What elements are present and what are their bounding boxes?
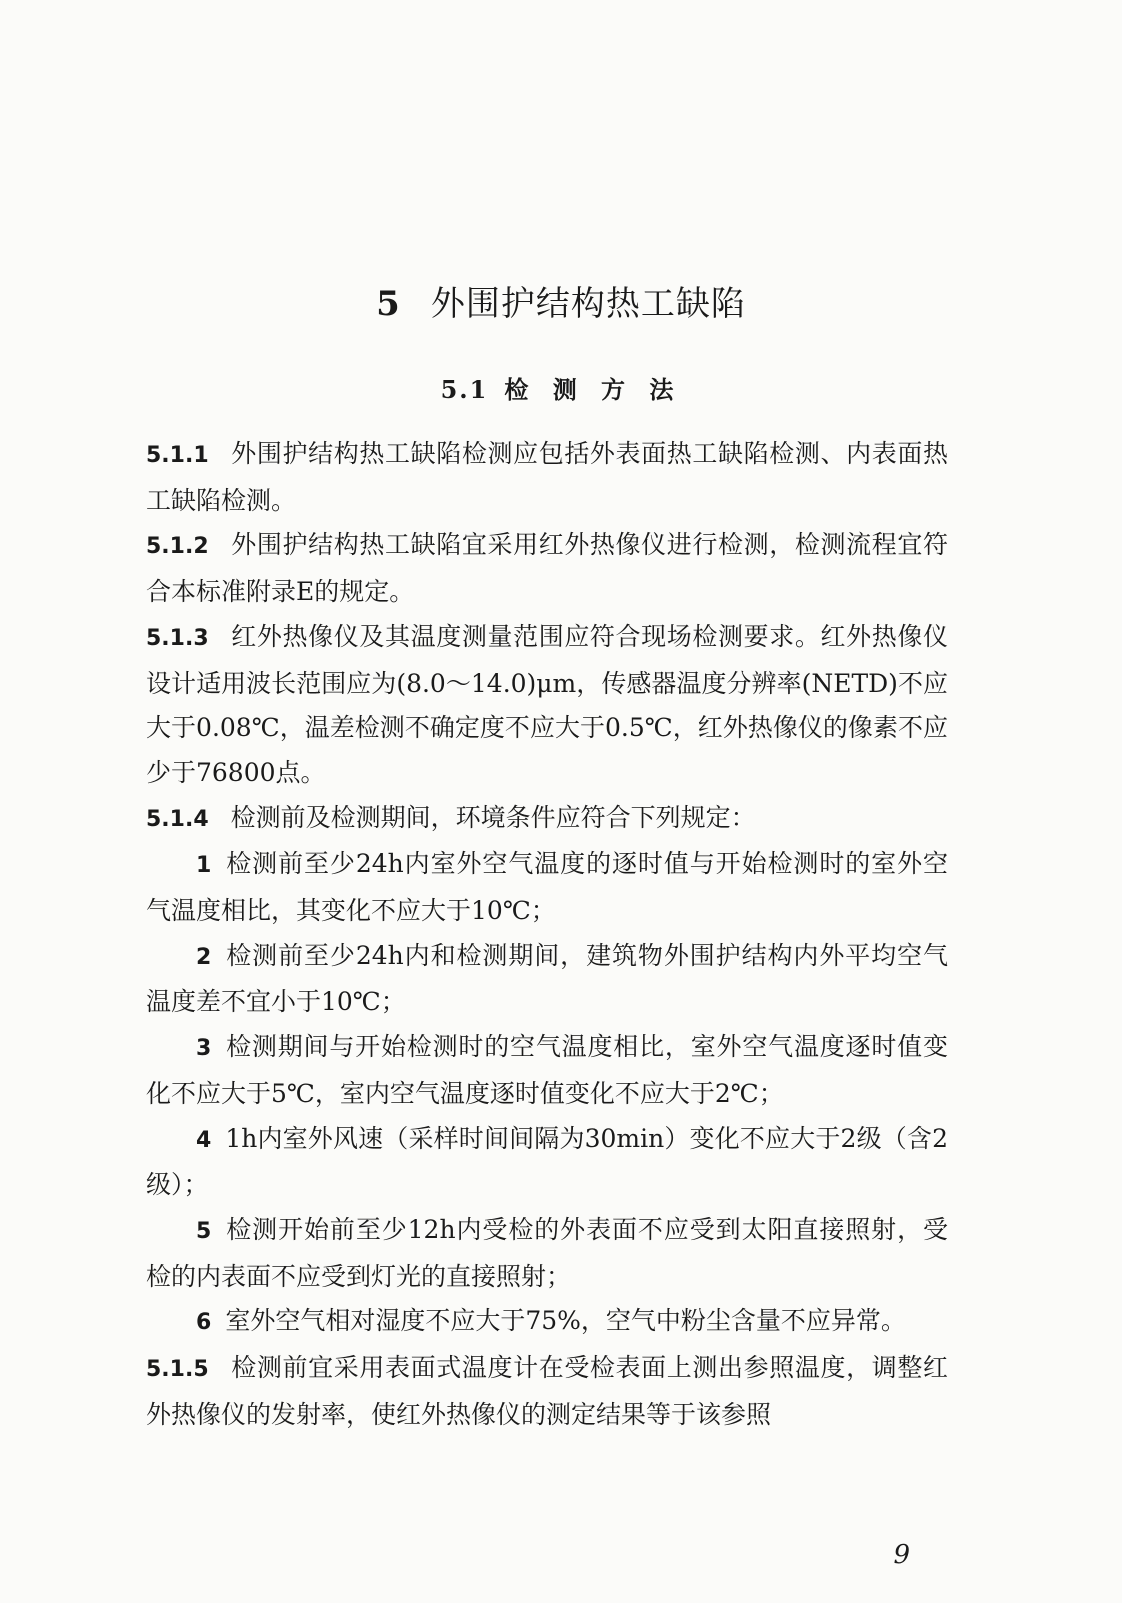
list-item bbox=[146, 842, 948, 933]
clause-5-1-2 bbox=[146, 523, 948, 614]
item-number: 2 bbox=[196, 944, 212, 970]
list-item bbox=[146, 1299, 948, 1346]
list-item bbox=[146, 1025, 948, 1116]
clause-5-1-4 bbox=[146, 796, 948, 843]
clause-number: 5.1.1 bbox=[146, 443, 209, 468]
item-text: 室外空气相对湿度不应大于75%，空气中粉尘含量不应异常。 bbox=[225, 1306, 906, 1336]
chapter-heading: 外围护结构热工缺陷 bbox=[430, 284, 746, 324]
item-text: 检测前至少24h内和检测期间，建筑物外围护结构内外平均空气温度差不宜小于10℃； bbox=[146, 940, 948, 1017]
clause-number: 5.1.4 bbox=[146, 806, 209, 832]
clause-5-1-5 bbox=[146, 1346, 948, 1437]
clause-number: 5.1.5 bbox=[146, 1357, 209, 1383]
item-number: 1 bbox=[196, 853, 212, 879]
chapter-number: 5 bbox=[376, 284, 401, 324]
chapter-title bbox=[0, 276, 1122, 325]
clause-text: 检测前宜采用表面式温度计在受检表面上测出参照温度，调整红外热像仪的发射率，使红外热像仪的测定结果等于该参照 bbox=[146, 1353, 948, 1429]
body-text bbox=[146, 432, 948, 1437]
section-number: 5.1 bbox=[440, 375, 489, 404]
item-text: 检测前至少24h内室外空气温度的逐时值与开始检测时的室外空气温度相比，其变化不应大于10℃； bbox=[146, 849, 948, 926]
clause-number: 5.1.3 bbox=[146, 625, 209, 651]
list-item bbox=[146, 1208, 948, 1299]
clause-text: 外围护结构热工缺陷宜采用红外热像仪进行检测，检测流程宜符合本标准附录E的规定。 bbox=[146, 530, 948, 607]
page-number: 9 bbox=[893, 1540, 910, 1570]
list-item bbox=[146, 1117, 948, 1208]
item-number: 5 bbox=[196, 1218, 212, 1244]
clause-text: 检测前及检测期间，环境条件应符合下列规定： bbox=[230, 802, 756, 832]
item-number: 4 bbox=[196, 1127, 212, 1153]
section-heading: 检 测 方 法 bbox=[504, 375, 682, 404]
clause-text: 红外热像仪及其温度测量范围应符合现场检测要求。红外热像仪设计适用波长范围应为(8.0～14.0)μm，传感器温度分辨率(NETD)不应大于0.08℃，温差检测不确定度不应大于0.5℃，红外热像仪的像素不应少于76800点。 bbox=[146, 621, 948, 787]
item-number: 3 bbox=[196, 1036, 212, 1062]
clause-5-1-1 bbox=[146, 432, 948, 523]
clause-text: 外围护结构热工缺陷检测应包括外表面热工缺陷检测、内表面热工缺陷检测。 bbox=[146, 439, 948, 515]
item-number: 6 bbox=[196, 1310, 212, 1336]
clause-number: 5.1.2 bbox=[146, 534, 209, 560]
section-title bbox=[0, 370, 1122, 405]
item-text: 检测开始前至少12h内受检的外表面不应受到太阳直接照射，受检的内表面不应受到灯光的直接照射； bbox=[146, 1214, 948, 1291]
item-text: 检测期间与开始检测时的空气温度相比，室外空气温度逐时值变化不应大于5℃，室内空气温度逐时值变化不应大于2℃； bbox=[146, 1032, 948, 1108]
clause-5-1-3 bbox=[146, 615, 948, 796]
list-item bbox=[146, 934, 948, 1025]
item-text: 1h内室外风速（采样时间间隔为30min）变化不应大于2级（含2级）； bbox=[146, 1123, 948, 1200]
